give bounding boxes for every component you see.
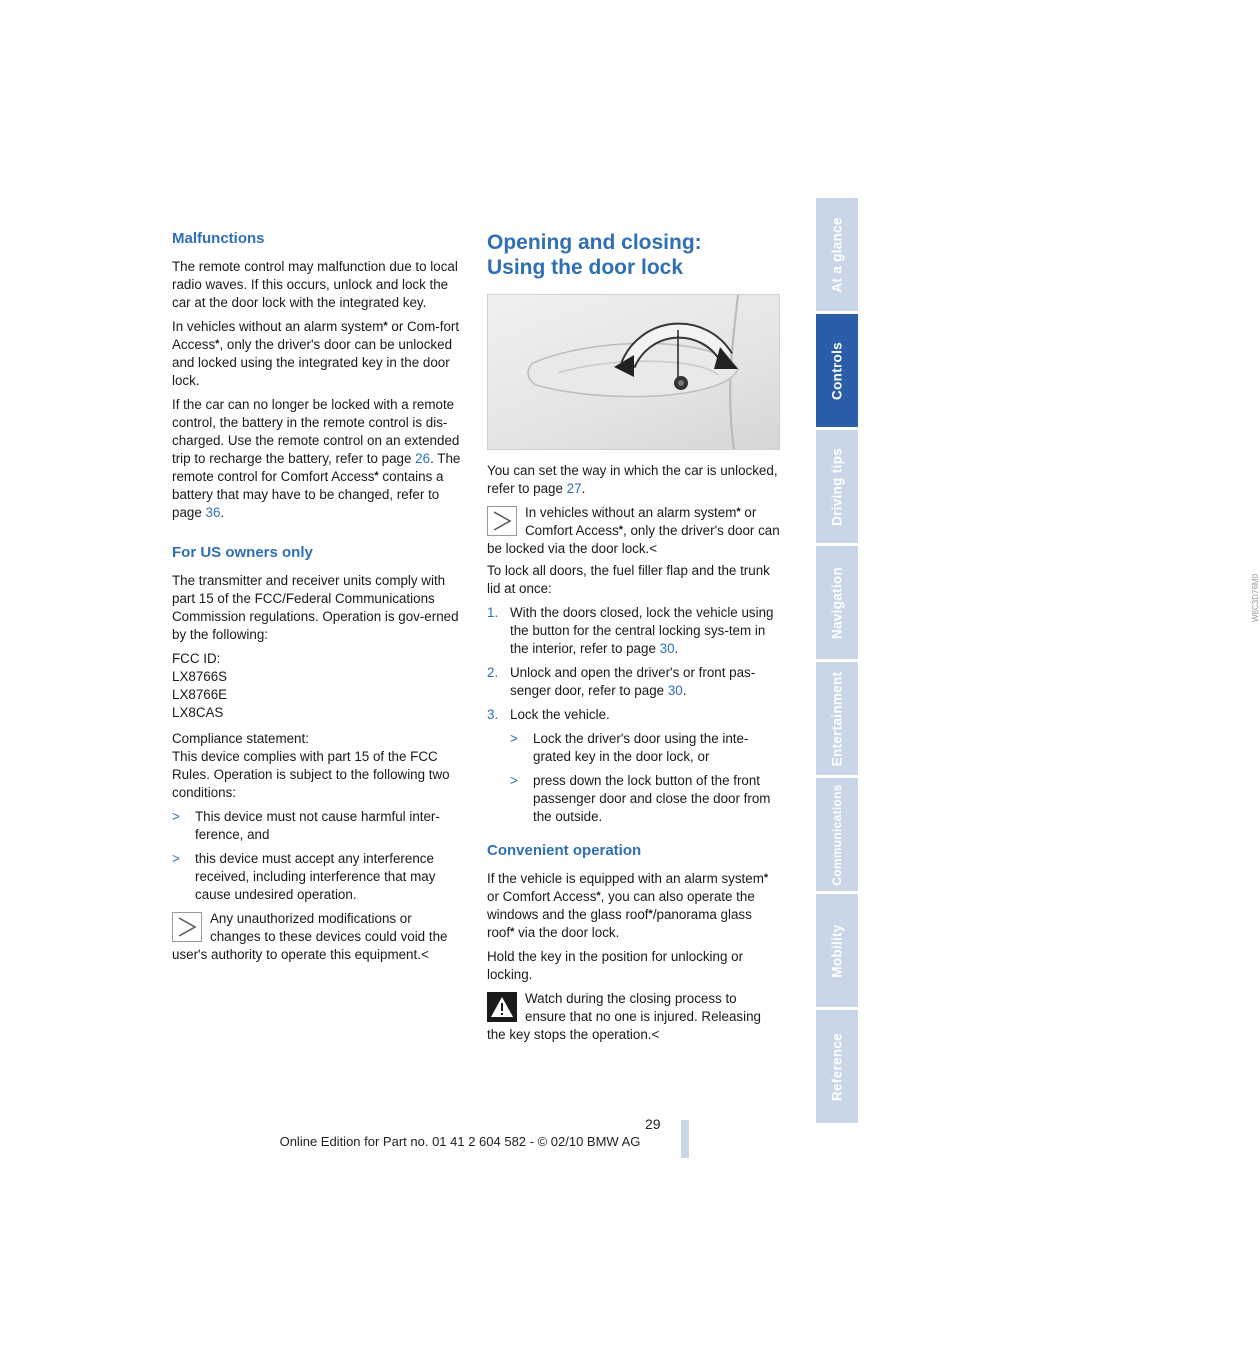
illustration-code: W8C3D76M0 [1251, 573, 1260, 622]
list-item: > Lock the driver's door using the inte-grated key in the door lock, or [510, 731, 749, 764]
right-paragraph-1: You can set the way in which the car is unlocked, refer to page 27. [487, 463, 778, 496]
malfunctions-heading: Malfunctions [172, 230, 265, 247]
note-block: Any unauthorized modifications or changes to these devices could void the user's authority to operate this equipment.< [172, 911, 448, 962]
tab-mobility[interactable]: Mobility [816, 894, 858, 1010]
page-link-27[interactable]: 27 [566, 481, 582, 496]
tab-communications[interactable]: Communications [816, 778, 858, 894]
warning-block: Watch during the closing process to ensure that no one is injured. Releasing the key stops the operation.< [487, 991, 761, 1042]
list-item: 1. With the doors closed, lock the vehicle using the button for the central locking sys-tem in the interior, refer to page 30. [487, 605, 774, 656]
malfunctions-paragraph-3: If the car can no longer be locked with a remote control, the battery in the remote control is dis-charged. Use the remote control on an extended trip to recharge the battery, refer to page 26. The remote control for Comfort Access* contains a battery that may have to be changed, refer to page 36. [172, 397, 461, 520]
tab-entertainment[interactable]: Entertainment [816, 662, 858, 778]
malfunctions-paragraph-2: In vehicles without an alarm system* or Com-fort Access*, only the driver's door can be unlocked and locked using the integrated key in the door lock. [172, 319, 460, 388]
page-link-30[interactable]: 30 [659, 641, 675, 656]
page-link-36[interactable]: 36 [205, 505, 221, 520]
footer-text: Online Edition for Part no. 01 41 2 604 582 - © 02/10 BMW AG [279, 1134, 641, 1149]
warning-text: Watch during the closing process to ensure that no one is injured. Releasing the key stops the operation. [487, 991, 761, 1042]
malfunctions-paragraph-1: The remote control may malfunction due to local radio waves. If this occurs, unlock and lock the car at the door lock with the integrated key. [172, 259, 458, 310]
warning-icon [487, 992, 517, 1022]
list-item: > this device must accept any interference received, including interference that may cause undesired operation. [172, 851, 436, 902]
note-arrow-icon [487, 506, 517, 536]
convenient-paragraph-2: Hold the key in the position for unlocking or locking. [487, 949, 744, 982]
note-block: In vehicles without an alarm system* or Comfort Access*, only the driver's door can be locked via the door lock.< [487, 505, 780, 556]
list-item: > press down the lock button of the front passenger door and close the door from the outside. [510, 773, 771, 824]
us-owners-heading: For US owners only [172, 544, 313, 561]
tab-at-a-glance[interactable]: At a glance [816, 198, 858, 314]
page-link-26[interactable]: 26 [415, 451, 431, 466]
tab-driving-tips[interactable]: Driving tips [816, 430, 858, 546]
section-title: Opening and closing: Using the door lock [487, 231, 702, 279]
convenient-paragraph-1: If the vehicle is equipped with an alarm system* or Comfort Access*, you can also operate the windows and the glass roof*/panorama glass roof* via the door lock. [487, 871, 769, 940]
left-column [172, 228, 464, 964]
list-item: 3. Lock the vehicle. [487, 707, 610, 722]
compliance-statement: Compliance statement: This device complies with part 15 of the FCC Rules. Operation is subject to the following two conditions: [172, 731, 450, 800]
tab-reference[interactable]: Reference [816, 1010, 858, 1126]
list-item: > This device must not cause harmful inter-ference, and [172, 809, 440, 842]
chapter-tabs [816, 198, 858, 1126]
note-text: Any unauthorized modifications or changes to these devices could void the user's authority to operate this equipment. [172, 911, 448, 962]
list-item: 2. Unlock and open the driver's or front pas-senger door, refer to page 30. [487, 665, 756, 698]
fcc-id-block: FCC ID: LX8766S LX8766E LX8CAS [172, 651, 228, 720]
right-paragraph-2: To lock all doors, the fuel filler flap and the trunk lid at once: [487, 563, 770, 596]
tab-controls[interactable]: Controls [816, 314, 858, 430]
convenient-operation-heading: Convenient operation [487, 842, 642, 859]
note-arrow-icon [172, 912, 202, 942]
door-handle-image [488, 295, 779, 449]
tab-navigation[interactable]: Navigation [816, 546, 858, 662]
page-number: 29 [645, 1116, 661, 1132]
door-lock-illustration [487, 294, 780, 450]
page-link-30[interactable]: 30 [667, 683, 683, 698]
us-owners-paragraph: The transmitter and receiver units comply with part 15 of the FCC/Federal Communications Commission regulations. Operation is gov-erned by the following: [172, 573, 459, 642]
